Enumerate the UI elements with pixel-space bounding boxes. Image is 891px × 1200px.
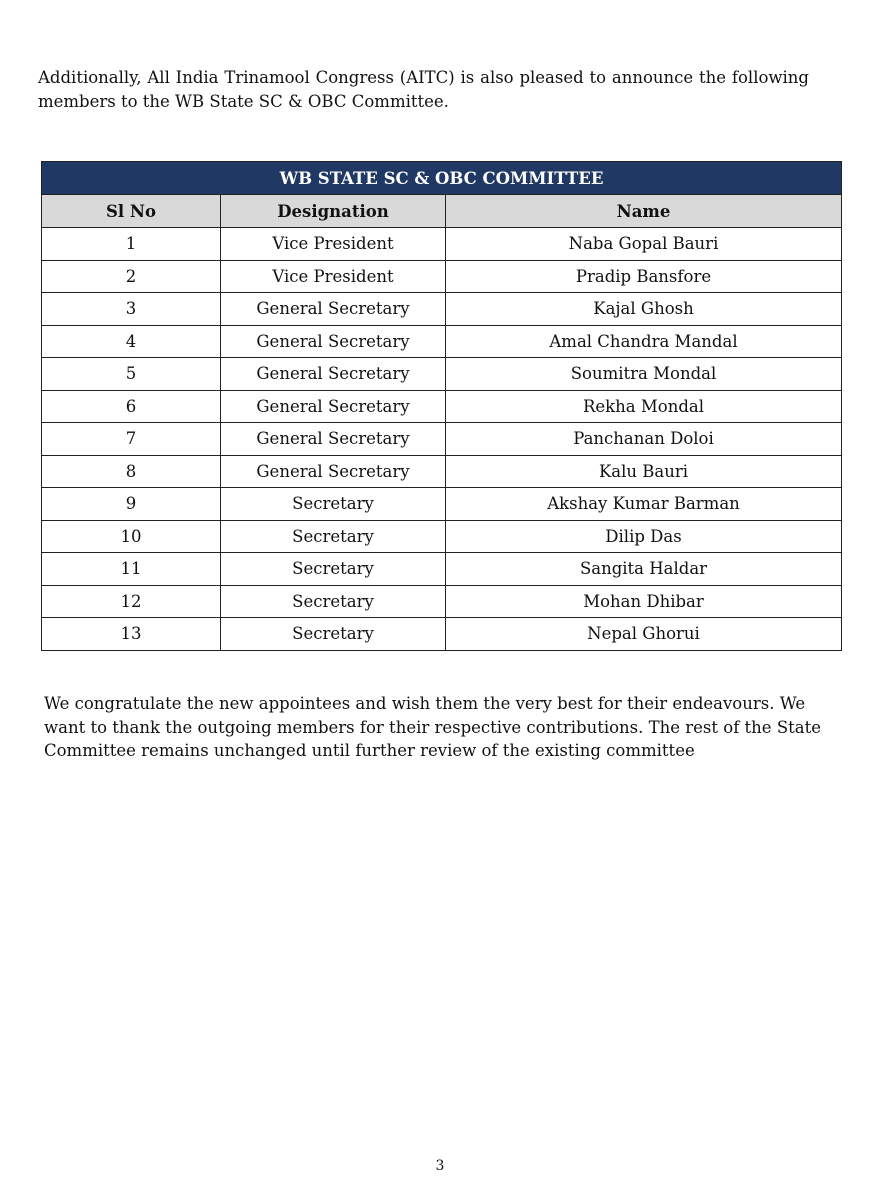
cell-sl-no: 5: [42, 358, 221, 391]
cell-name: Naba Gopal Bauri: [446, 228, 842, 261]
cell-name: Sangita Haldar: [446, 553, 842, 586]
table-row: [42, 228, 842, 261]
cell-name: Rekha Mondal: [446, 390, 842, 423]
table-row: [42, 423, 842, 456]
cell-designation: Secretary: [221, 585, 446, 618]
table-row: [42, 553, 842, 586]
cell-sl-no: 12: [42, 585, 221, 618]
table-row: [42, 488, 842, 521]
cell-name: Pradip Bansfore: [446, 260, 842, 293]
cell-designation: General Secretary: [221, 455, 446, 488]
header-name: Name: [446, 195, 842, 228]
intro-paragraph: Additionally, All India Trinamool Congress (AITC) is also pleased to announce the following members to the WB State SC & OBC Committee.: [38, 68, 809, 111]
cell-name: Panchanan Doloi: [446, 423, 842, 456]
cell-designation: Secretary: [221, 488, 446, 521]
table-header-row: [42, 195, 842, 228]
cell-designation: Secretary: [221, 553, 446, 586]
table-row: [42, 325, 842, 358]
cell-designation: Secretary: [221, 520, 446, 553]
table-row: [42, 260, 842, 293]
cell-sl-no: 6: [42, 390, 221, 423]
cell-name: Kajal Ghosh: [446, 293, 842, 326]
cell-sl-no: 1: [42, 228, 221, 261]
cell-name: Kalu Bauri: [446, 455, 842, 488]
cell-sl-no: 10: [42, 520, 221, 553]
cell-sl-no: 3: [42, 293, 221, 326]
table-row: [42, 455, 842, 488]
closing-paragraph: We congratulate the new appointees and wish them the very best for their endeavours. We want to thank the outgoing members for their respective contributions. The rest of the State Committee remains unchanged until further review of the existing committee: [44, 694, 821, 760]
cell-sl-no: 9: [42, 488, 221, 521]
cell-sl-no: 13: [42, 618, 221, 651]
header-designation: Designation: [221, 195, 446, 228]
table-row: [42, 390, 842, 423]
cell-designation: Vice President: [221, 260, 446, 293]
page-number: 3: [435, 1158, 445, 1174]
cell-sl-no: 8: [42, 455, 221, 488]
cell-sl-no: 2: [42, 260, 221, 293]
table-row: [42, 618, 842, 651]
cell-name: Soumitra Mondal: [446, 358, 842, 391]
cell-designation: General Secretary: [221, 423, 446, 456]
table-row: [42, 358, 842, 391]
cell-name: Mohan Dhibar: [446, 585, 842, 618]
header-sl-no: Sl No: [42, 195, 221, 228]
table-title: WB STATE SC & OBC COMMITTEE: [42, 162, 842, 195]
cell-designation: General Secretary: [221, 358, 446, 391]
cell-designation: General Secretary: [221, 293, 446, 326]
cell-name: Akshay Kumar Barman: [446, 488, 842, 521]
cell-designation: General Secretary: [221, 390, 446, 423]
committee-table: [41, 161, 842, 651]
table-title-row: [42, 162, 842, 195]
cell-sl-no: 7: [42, 423, 221, 456]
cell-sl-no: 4: [42, 325, 221, 358]
cell-designation: Vice President: [221, 228, 446, 261]
table-row: [42, 520, 842, 553]
cell-sl-no: 11: [42, 553, 221, 586]
cell-designation: General Secretary: [221, 325, 446, 358]
cell-name: Dilip Das: [446, 520, 842, 553]
cell-name: Nepal Ghorui: [446, 618, 842, 651]
table-row: [42, 293, 842, 326]
cell-name: Amal Chandra Mandal: [446, 325, 842, 358]
table-row: [42, 585, 842, 618]
cell-designation: Secretary: [221, 618, 446, 651]
